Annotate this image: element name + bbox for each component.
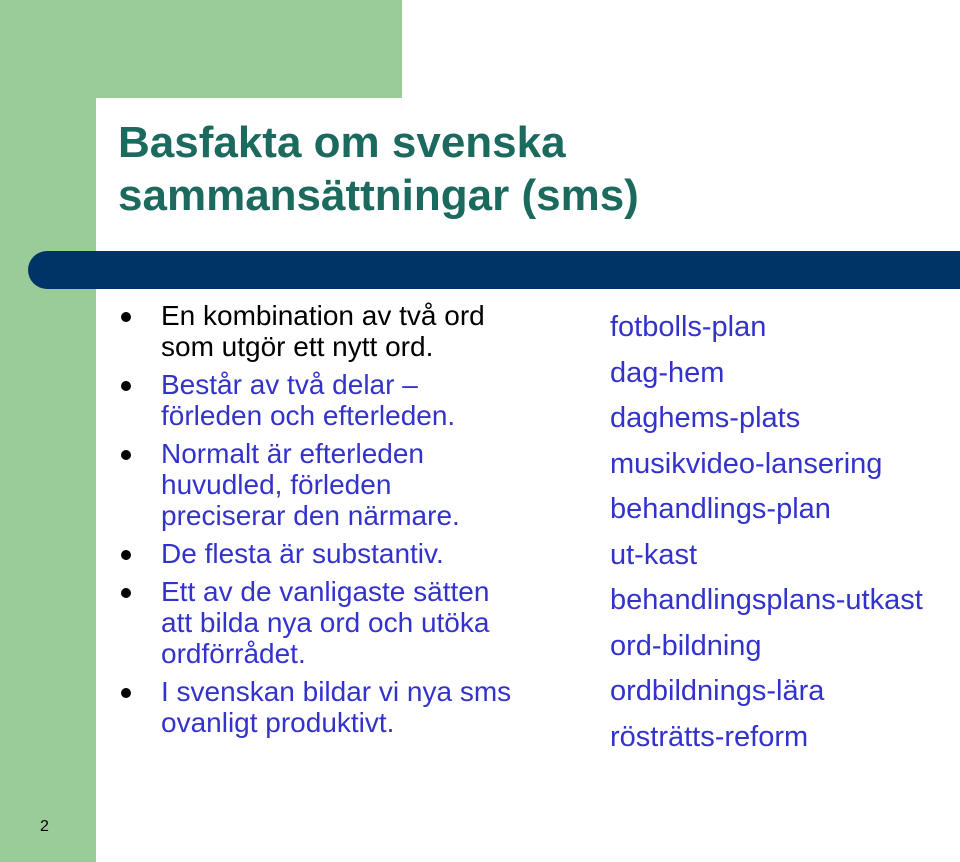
bullet-dot-icon — [121, 588, 131, 598]
bullet-text-line: De flesta är substantiv. — [161, 538, 444, 569]
bullet-text-line: Består av två delar – — [161, 369, 418, 400]
bullet-dot-icon — [121, 450, 131, 460]
example-word: behandlingsplans-utkast — [610, 584, 923, 616]
bullet-text-line: att bilda nya ord och utöka — [161, 607, 490, 638]
title-line: Basfakta om svenska — [118, 118, 566, 167]
example-word: ord-bildning — [610, 629, 762, 662]
bullet-item — [118, 538, 578, 569]
page-number: 2 — [40, 818, 49, 835]
title-line: sammansättningar (sms) — [118, 171, 639, 220]
bullet-dot-icon — [121, 312, 131, 322]
example-word: ut-kast — [610, 538, 698, 571]
example-word: ordbildnings-lära — [610, 675, 825, 707]
bullet-text-line: ordförrådet. — [161, 638, 306, 669]
bullet-dot-icon — [121, 688, 131, 698]
example-word: behandlings-plan — [610, 493, 831, 525]
bullet-item — [118, 576, 578, 669]
bullet-item — [118, 676, 578, 738]
bullet-list — [118, 300, 578, 745]
example-word: musikvideo-lansering — [610, 447, 883, 480]
bullet-text-line: Ett av de vanligaste sätten — [161, 576, 490, 607]
bullet-dot-icon — [121, 550, 131, 560]
example-word: daghems-plats — [610, 402, 801, 434]
bullet-text-line: Normalt är efterleden — [161, 438, 425, 469]
example-word: dag-hem — [610, 356, 725, 389]
divider-bar — [28, 251, 960, 289]
slide-title — [118, 116, 878, 222]
bullet-text-line: I svenskan bildar vi nya sms — [161, 676, 512, 707]
background-green-top — [0, 0, 402, 98]
bullet-item — [118, 438, 578, 531]
example-word: fotbolls-plan — [610, 311, 767, 343]
bullet-text-line: som utgör ett nytt ord. — [161, 331, 434, 362]
background-green-left — [0, 0, 96, 862]
bullet-item — [118, 369, 578, 431]
bullet-text-line: ovanligt produktivt. — [161, 707, 395, 738]
bullet-text-line: förleden och efterleden. — [161, 400, 456, 431]
bullet-text-line: huvudled, förleden — [161, 469, 392, 500]
bullet-text-line: En kombination av två ord — [161, 300, 485, 331]
example-words-list — [610, 305, 923, 760]
bullet-item — [118, 300, 578, 362]
example-word: rösträtts-reform — [610, 720, 809, 753]
bullet-dot-icon — [121, 381, 131, 391]
bullet-text-line: preciserar den närmare. — [161, 500, 460, 531]
